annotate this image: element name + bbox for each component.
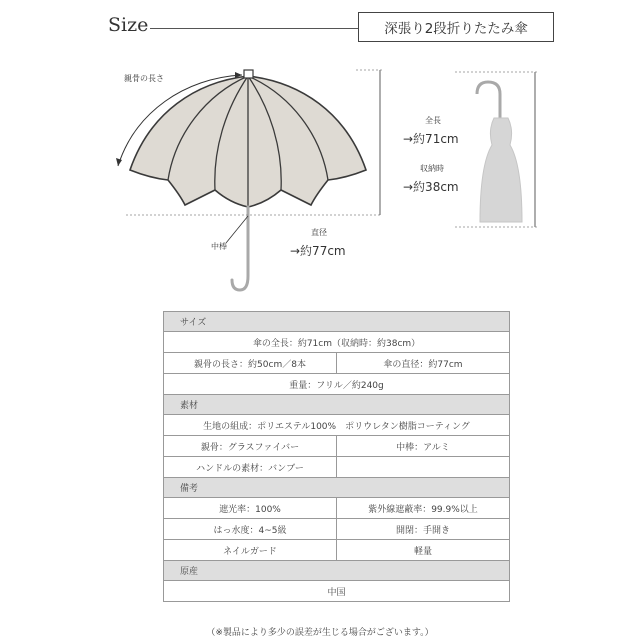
umbrella-top-tip	[244, 70, 253, 78]
spec-opening: 開閉：手開き	[337, 519, 510, 540]
spec-weight: 重量：フリル／約240g	[164, 374, 510, 395]
spec-nail-guard: ネイルガード	[164, 540, 337, 561]
folded-umbrella-handle	[477, 82, 500, 118]
product-name-box: 深張り2段折りたたみ傘	[358, 12, 554, 42]
stored-length-value: →約38cm	[403, 180, 459, 194]
table-row	[164, 332, 510, 353]
size-heading: Size	[108, 14, 149, 36]
spec-diameter: 傘の直径：約77cm	[337, 353, 510, 374]
table-row	[164, 374, 510, 395]
section-header-material: 素材	[164, 395, 510, 415]
spec-shaft-material: 中棒：アルミ	[337, 436, 510, 457]
diameter-label: 直径	[311, 228, 327, 237]
section-header-origin: 原産	[164, 561, 510, 581]
spec-fabric: 生地の組成：ポリエステル100% ポリウレタン樹脂コーティング	[164, 415, 510, 436]
table-row	[164, 436, 510, 457]
footnote: （※製品により多少の誤差が生じる場合がございます。）	[206, 628, 434, 638]
table-row	[164, 540, 510, 561]
stored-length-label: 収納時	[420, 164, 444, 173]
spec-handle-material: ハンドルの素材：バンブー	[164, 457, 337, 478]
spec-water-repellency: はっ水度：4~5級	[164, 519, 337, 540]
folded-umbrella-illustration	[480, 118, 522, 222]
section-header-notes: 備考	[164, 478, 510, 498]
diameter-value: →約77cm	[290, 244, 346, 258]
spec-origin: 中国	[164, 581, 510, 602]
shaft-label: 中棒	[211, 242, 227, 251]
section-header-size: サイズ	[164, 312, 510, 332]
table-row	[164, 457, 510, 478]
spec-rib-material: 親骨：グラスファイバー	[164, 436, 337, 457]
total-length-label: 全長	[425, 116, 441, 125]
spec-uv-rate: 紫外線遮蔽率：99.9%以上	[337, 498, 510, 519]
table-row	[164, 498, 510, 519]
rib-length-label: 親骨の長さ	[124, 74, 164, 83]
table-row	[164, 353, 510, 374]
spec-shading-rate: 遮光率：100%	[164, 498, 337, 519]
table-row	[164, 415, 510, 436]
total-length-value: →約71cm	[403, 132, 459, 146]
umbrella-size-diagram	[0, 0, 640, 305]
spec-total-length: 傘の全長：約71cm（収納時：約38cm）	[164, 332, 510, 353]
table-row	[164, 581, 510, 602]
shaft-pointer-line	[226, 216, 248, 243]
empty-cell	[337, 457, 510, 478]
spec-table	[163, 311, 510, 602]
spec-lightweight: 軽量	[337, 540, 510, 561]
spec-rib-length: 親骨の長さ：約50cm／8本	[164, 353, 337, 374]
table-row	[164, 519, 510, 540]
